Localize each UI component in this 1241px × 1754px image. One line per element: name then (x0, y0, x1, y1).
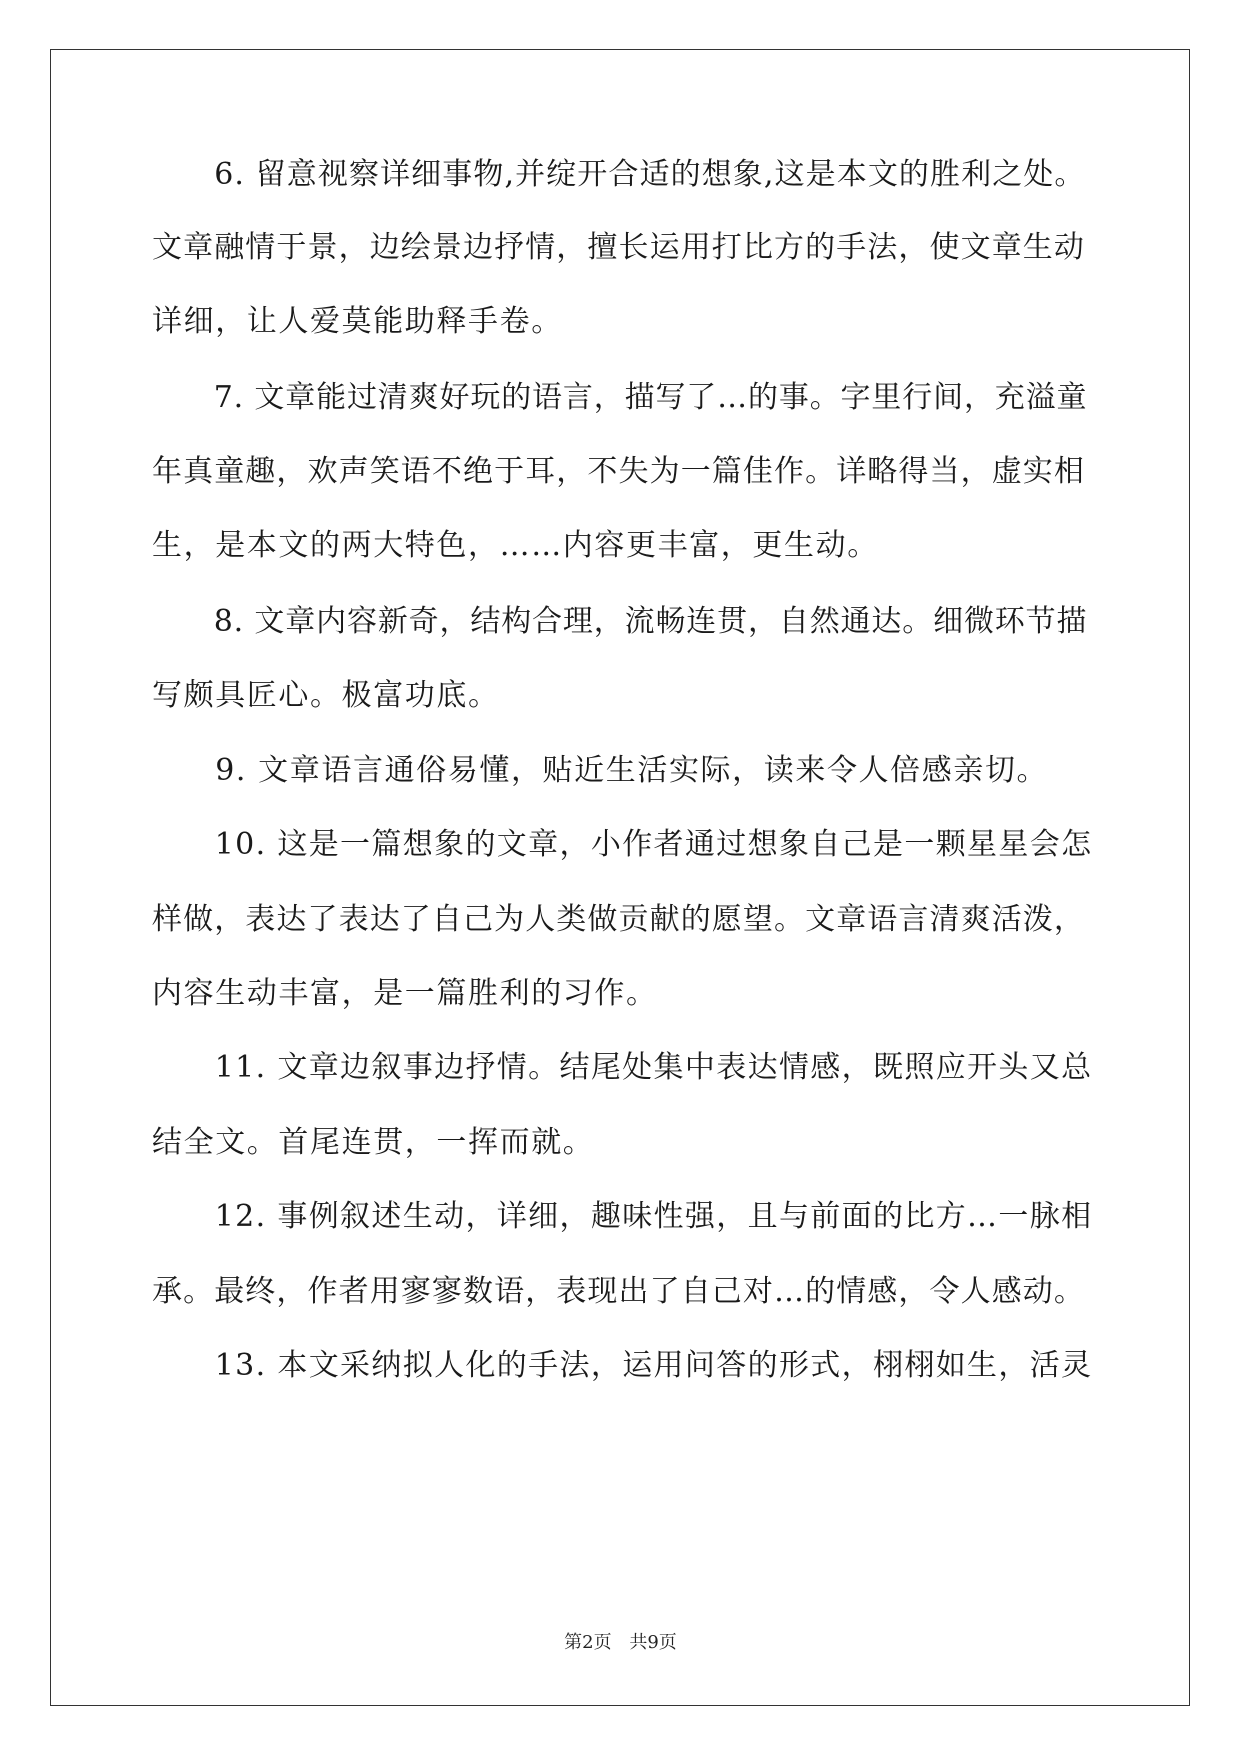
text-line: 详细，让人爱莫能助释手卷。 (152, 304, 563, 339)
text-line: 13. 本文采纳拟人化的手法，运用问答的形式，栩栩如生，活灵 (152, 1348, 1093, 1383)
text-line: 结全文。首尾连贯，一挥而就。 (152, 1125, 595, 1160)
text-line: 12. 事例叙述生动，详细，趣味性强，且与前面的比方…一脉相 (152, 1199, 1093, 1234)
text-line: 文章融情于景，边绘景边抒情，擅长运用打比方的手法，使文章生动 (152, 230, 1085, 265)
page-number: 第2页 (564, 1632, 612, 1653)
text-line: 写颇具匠心。极富功底。 (152, 678, 500, 713)
page-border (50, 49, 1190, 1706)
text-line: 承。最终，作者用寥寥数语，表现出了自己对…的情感，令人感动。 (152, 1274, 1085, 1309)
text-line: 生，是本文的两大特色，……内容更丰富，更生动。 (152, 528, 879, 563)
text-line: 内容生动丰富，是一篇胜利的习作。 (152, 976, 658, 1011)
text-line: 年真童趣，欢声笑语不绝于耳，不失为一篇佳作。详略得当，虚实相 (152, 454, 1085, 489)
page-total: 共9页 (629, 1632, 677, 1653)
text-line: 7. 文章能过清爽好玩的语言，描写了…的事。字里行间，充溢童 (152, 380, 1088, 415)
text-line: 8. 文章内容新奇，结构合理，流畅连贯，自然通达。细微环节描 (152, 604, 1088, 639)
text-line: 9. 文章语言通俗易懂，贴近生活实际，读来令人倍感亲切。 (152, 753, 1049, 788)
text-line: 11. 文章边叙事边抒情。结尾处集中表达情感，既照应开头又总 (152, 1050, 1093, 1085)
text-line: 6. 留意视察详细事物,并绽开合适的想象,这是本文的胜利之处。 (152, 157, 1086, 192)
text-line: 样做，表达了表达了自己为人类做贡献的愿望。文章语言清爽活泼， (152, 902, 1085, 937)
page-footer (0, 1631, 1241, 1655)
text-line: 10. 这是一篇想象的文章，小作者通过想象自己是一颗星星会怎 (152, 827, 1093, 862)
